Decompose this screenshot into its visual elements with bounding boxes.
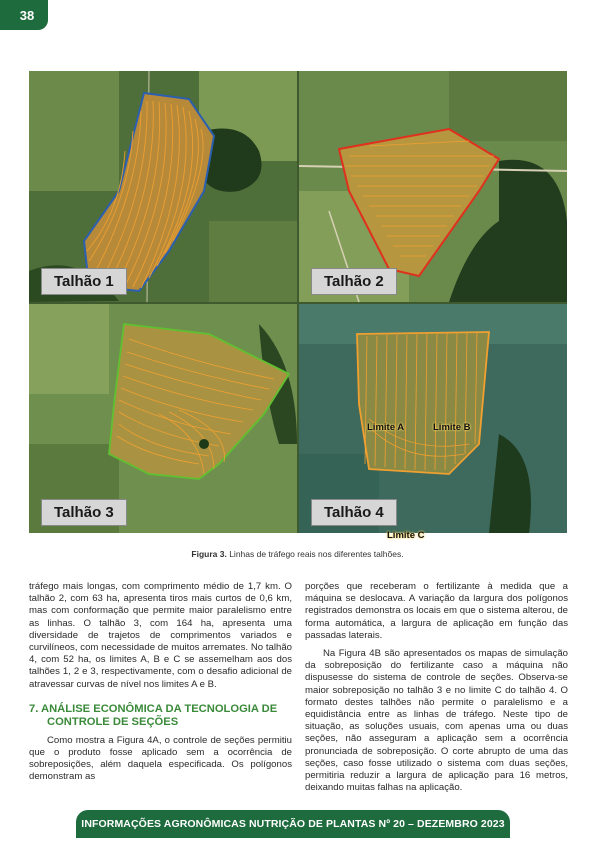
figure-3 [29,71,567,541]
caption-text: Linhas de tráfego reais nos diferentes talhões. [226,549,404,559]
caption-prefix: Figura 3. [191,549,227,559]
panel-label: Talhão 2 [311,268,397,295]
panel-talhao-1 [29,71,297,302]
limit-b-label: Limite B [433,422,471,433]
section-title-line: 7. ANÁLISE ECONÔMICA DA TECNOLOGIA DE [29,702,278,715]
section-title [29,703,292,729]
panel-talhao-2 [299,71,567,302]
panel-label: Talhão 4 [311,499,397,526]
limit-c-label: Limite C [387,530,425,541]
journal-footer: INFORMAÇÕES AGRONÔMICAS NUTRIÇÃO DE PLANTAS Nº 20 – DEZEMBRO 2023 [76,810,510,838]
panel-talhao-3 [29,304,297,533]
left-column [29,581,292,784]
right-column [305,581,568,794]
limit-a-label: Limite A [367,422,405,433]
paragraph: tráfego mais longas, com comprimento médio de 1,7 km. O talhão 2, com 63 ha, apresenta tiros mais curtos de 0,6 km, mas com conformação que permite maior paralelismo entre as linhas. O talhão 3, com 164 ha, apresenta uma diversidade de trajetos de comprimentos variados e curvilíneos, com necessidade de muitos arremates. No talhão 4, com 52 ha, os limites A, B e C se assemelham aos dos talhões 1, 2 e 3, respectivamente, com o desafio adicional de atravessar curvas de nível nos limites A e B. [29,581,292,690]
paragraph: Na Figura 4B são apresentados os mapas de simulação da sobreposição do fertilizante caso a máquina não dispusesse do sistema de controle de seções. Observa-se maior sobreposição no talhão 3 e no limite C do talhão 4. O formato destes talhões não permite o paralelismo e a equidistância entre as linhas de tráfego. Neste tipo de situação, as soluções usuais, com apenas uma ou duas seções, não asseguram a aplicação sem a ocorrência pronunciada de sobreposição. O corte abrupto de uma das seções, caso fosse utilizado o sistema com duas seções, permitiria reduzir a largura de aplicação para 16 metros, deixando muitas falhas na aplicação. [305,648,568,794]
panel-label: Talhão 3 [41,499,127,526]
paragraph: porções que receberam o fertilizante à medida que a máquina se deslocava. A variação da largura dos polígonos registrados demonstra os locais em que o sistema alterou, de forma automática, a largura de aplicação em função das passadas laterais. [305,581,568,641]
panel-talhao-4 [299,304,567,541]
paragraph: Como mostra a Figura 4A, o controle de seções permitiu que o produto fosse aplicado sem a ocorrência de sobreposições, além daquela especificada. Os polígonos demonstram as [29,734,292,783]
section-title-line: CONTROLE DE SEÇÕES [47,715,179,728]
page-number: 38 [0,0,48,30]
panel-label: Talhão 1 [41,268,127,295]
figure-caption [0,549,595,559]
